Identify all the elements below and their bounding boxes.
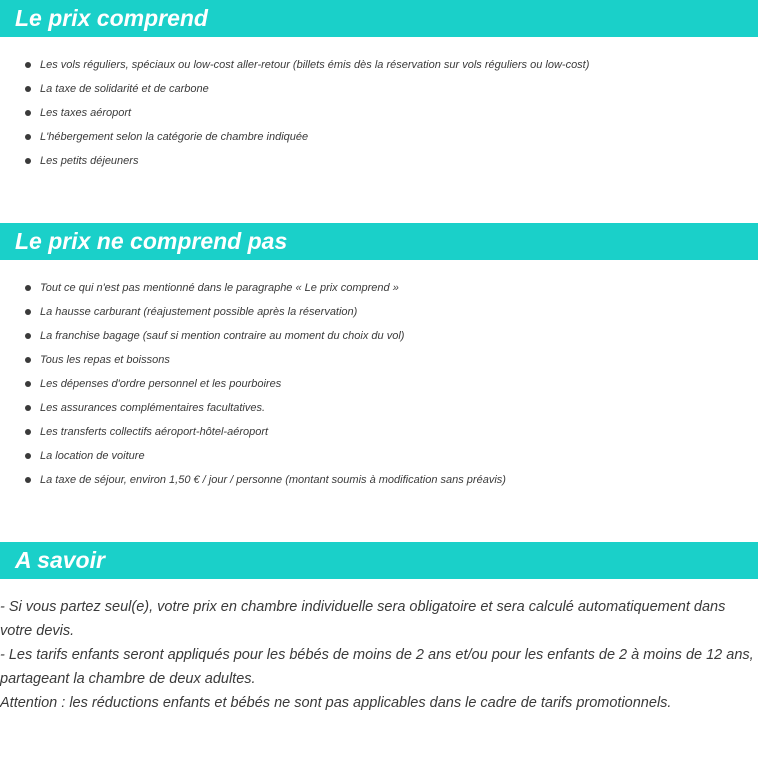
list-item bbox=[0, 348, 758, 372]
list-item-text: Les assurances complémentaires facultatives. bbox=[40, 402, 265, 414]
list-item bbox=[0, 444, 758, 468]
bullet-icon bbox=[25, 134, 31, 140]
list-item-text: Les transferts collectifs aéroport-hôtel-aéroport bbox=[40, 426, 269, 438]
bullet-icon bbox=[25, 110, 31, 116]
list-item-text: La hausse carburant (réajustement possible après la réservation) bbox=[40, 306, 358, 318]
bullet-icon bbox=[25, 381, 31, 387]
section-title-excluded: Le prix ne comprend pas bbox=[0, 223, 758, 260]
list-item bbox=[0, 420, 758, 444]
included-list bbox=[0, 53, 758, 173]
list-item-text: Tout ce qui n'est pas mentionné dans le paragraphe « Le prix comprend » bbox=[40, 282, 399, 294]
list-item bbox=[0, 396, 758, 420]
list-item-text: La taxe de séjour, environ 1,50 € / jour / personne (montant soumis à modification sans préavis) bbox=[40, 474, 506, 486]
section-title-info: A savoir bbox=[0, 542, 758, 579]
list-item bbox=[0, 149, 758, 173]
list-item-text: Tous les repas et boissons bbox=[40, 354, 170, 366]
note-paragraph: - Si vous partez seul(e), votre prix en chambre individuelle sera obligatoire et sera calculé automatiquement dans votre devis. bbox=[0, 599, 726, 639]
list-item-text: La taxe de solidarité et de carbone bbox=[40, 83, 209, 95]
list-item bbox=[0, 125, 758, 149]
bullet-icon bbox=[25, 405, 31, 411]
list-item-text: Les dépenses d'ordre personnel et les pourboires bbox=[40, 378, 282, 390]
note-paragraph: Attention : les réductions enfants et bébés ne sont pas applicables dans le cadre de tarifs promotionnels. bbox=[0, 695, 672, 711]
bullet-icon bbox=[25, 285, 31, 291]
list-item bbox=[0, 468, 758, 492]
bullet-icon bbox=[25, 453, 31, 459]
list-item-text: La location de voiture bbox=[40, 450, 145, 462]
excluded-list bbox=[0, 276, 758, 492]
list-item bbox=[0, 101, 758, 125]
list-item bbox=[0, 276, 758, 300]
bullet-icon bbox=[25, 86, 31, 92]
list-item bbox=[0, 324, 758, 348]
list-item bbox=[0, 77, 758, 101]
note-paragraph: - Les tarifs enfants seront appliqués pour les bébés de moins de 2 ans et/ou pour les enfants de 2 à moins de 12 ans, partageant la chambre de deux adultes. bbox=[0, 647, 754, 687]
info-notes bbox=[0, 595, 756, 715]
list-item bbox=[0, 372, 758, 396]
bullet-icon bbox=[25, 62, 31, 68]
list-item-text: Les taxes aéroport bbox=[40, 107, 132, 119]
list-item-text: Les vols réguliers, spéciaux ou low-cost aller-retour (billets émis dès la réservation sur vols réguliers ou low-cost) bbox=[40, 59, 590, 71]
section-title-included: Le prix comprend bbox=[0, 0, 758, 37]
list-item-text: Les petits déjeuners bbox=[40, 155, 139, 167]
list-item-text: La franchise bagage (sauf si mention contraire au moment du choix du vol) bbox=[40, 330, 405, 342]
bullet-icon bbox=[25, 333, 31, 339]
bullet-icon bbox=[25, 158, 31, 164]
list-item bbox=[0, 53, 758, 77]
list-item-text: L'hébergement selon la catégorie de chambre indiquée bbox=[40, 131, 309, 143]
bullet-icon bbox=[25, 429, 31, 435]
bullet-icon bbox=[25, 477, 31, 483]
bullet-icon bbox=[25, 357, 31, 363]
bullet-icon bbox=[25, 309, 31, 315]
list-item bbox=[0, 300, 758, 324]
